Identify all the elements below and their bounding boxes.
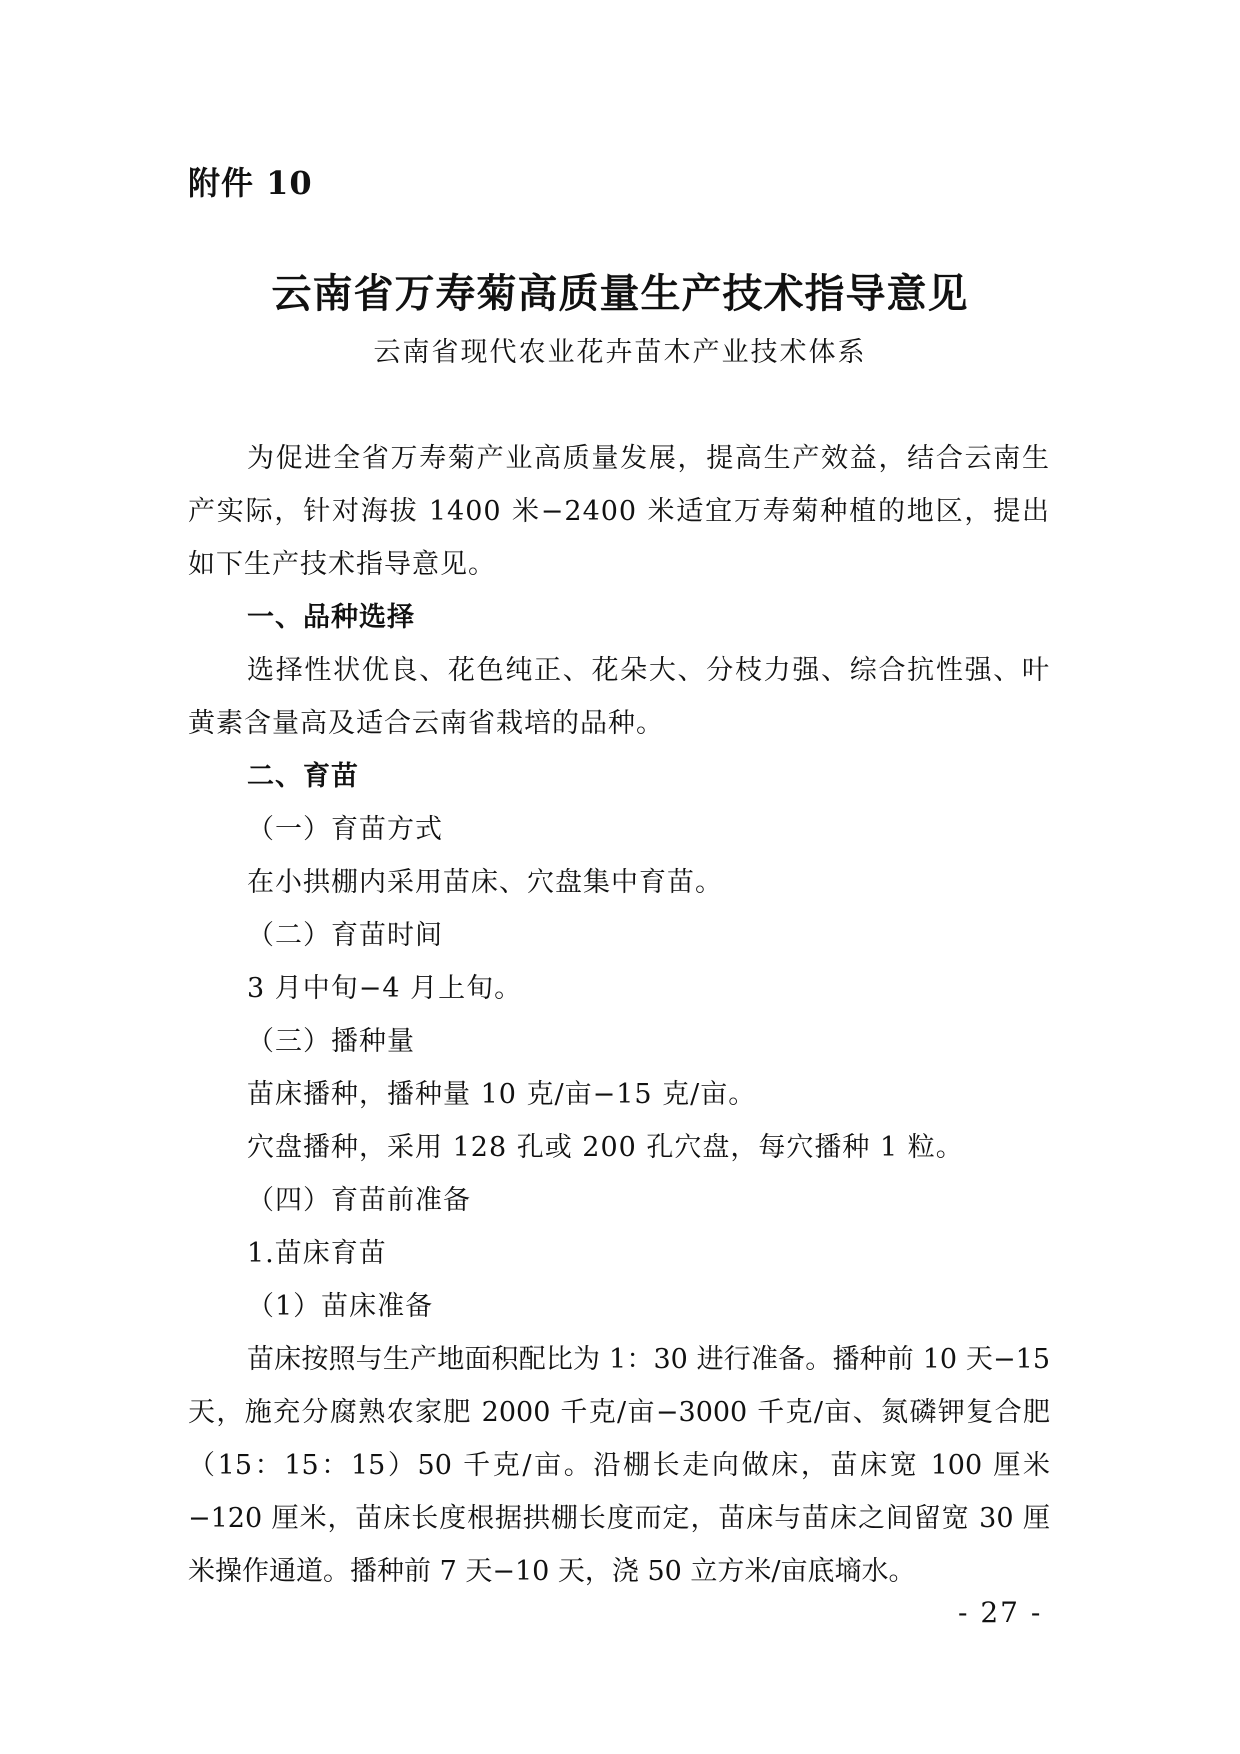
item-seedbed-nursery: 1.苗床育苗 — [247, 1238, 387, 1269]
subheading-seeding-amount: （三）播种量 — [247, 1026, 415, 1057]
seedbed-preparation-paragraph: 苗床按照与生产地面积配比为 1：30 进行准备。播种前 10 天−15 天，施充分腐熟农家肥 2000 千克/亩−3000 千克/亩、氮磷钾复合肥（15：15：15）50 千克/亩。沿棚长走向做床，苗床宽 100 厘米−120 厘米，苗床长度根据拱棚长度而定，苗床与苗床之间留宽 30 厘米操作通道。播种前 7 天−10 天，浇 50 立方米/亩底墒水。 — [188, 1344, 1050, 1587]
seedling-method-paragraph: 在小拱棚内采用苗床、穴盘集中育苗。 — [247, 867, 723, 898]
subheading-seedling-time: （二）育苗时间 — [247, 920, 443, 951]
seedling-time-paragraph: 3 月中旬−4 月上旬。 — [247, 973, 523, 1004]
subheading-preparation: （四）育苗前准备 — [247, 1185, 471, 1216]
subheading-seedling-method: （一）育苗方式 — [247, 814, 443, 845]
document-body — [188, 432, 1050, 1598]
page-number: - 27 - — [958, 1596, 1043, 1629]
tray-seeding-paragraph: 穴盘播种，采用 128 孔或 200 孔穴盘，每穴播种 1 粒。 — [247, 1132, 964, 1163]
section-heading-seedling: 二、育苗 — [247, 761, 359, 792]
intro-paragraph: 为促进全省万寿菊产业高质量发展，提高生产效益，结合云南生产实际，针对海拔 1400 米−2400 米适宜万寿菊种植的地区，提出如下生产技术指导意见。 — [188, 443, 1050, 580]
seedbed-seeding-paragraph: 苗床播种，播种量 10 克/亩−15 克/亩。 — [247, 1079, 757, 1110]
annex-label: 附件 10 — [188, 164, 313, 202]
document-subtitle: 云南省现代农业花卉苗木产业技术体系 — [373, 337, 867, 368]
document-title: 云南省万寿菊高质量生产技术指导意见 — [271, 270, 969, 317]
item-seedbed-preparation: （1）苗床准备 — [247, 1291, 434, 1322]
variety-paragraph: 选择性状优良、花色纯正、花朵大、分枝力强、综合抗性强、叶黄素含量高及适合云南省栽培的品种。 — [188, 655, 1050, 739]
section-heading-variety: 一、品种选择 — [247, 602, 415, 633]
